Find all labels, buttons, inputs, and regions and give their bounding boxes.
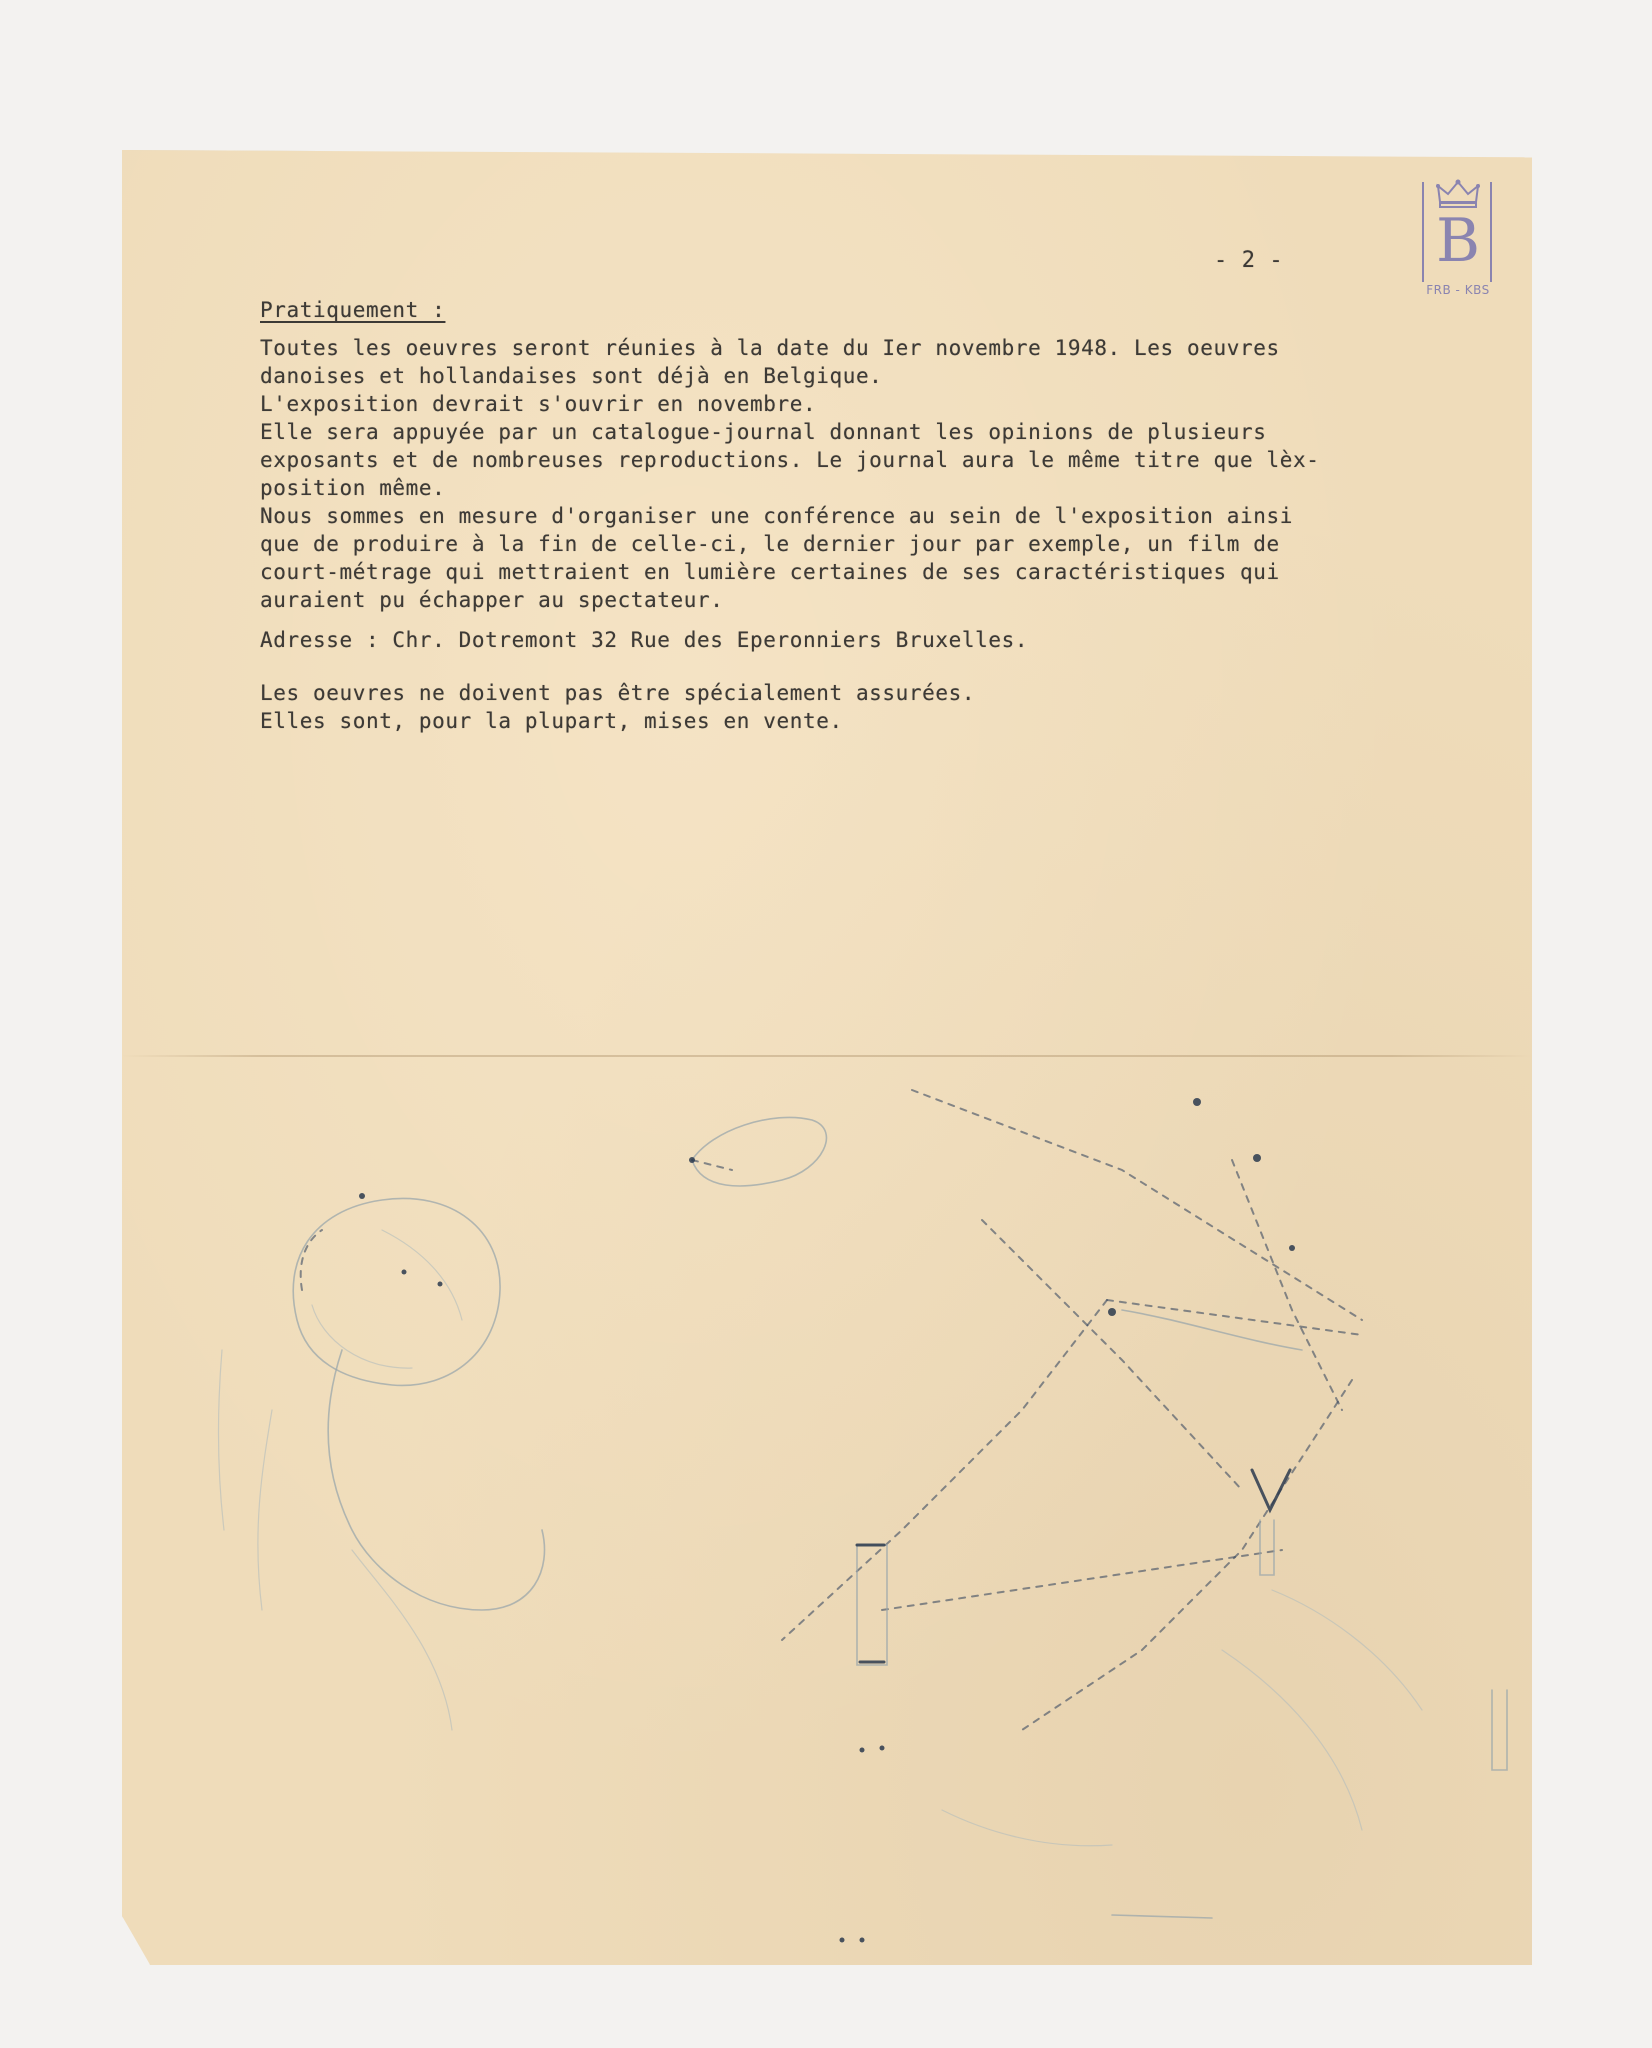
- logo-left-rule: [1422, 182, 1424, 282]
- closing-line: Les oeuvres ne doivent pas être spécialement assurées.: [260, 681, 976, 705]
- logo-right-rule: [1490, 182, 1492, 282]
- body-line: position même.: [260, 476, 446, 500]
- section-heading: Pratiquement :: [260, 298, 446, 322]
- address-line: Adresse : Chr. Dotremont 32 Rue des Eperonniers Bruxelles.: [260, 628, 1029, 652]
- closing-text: [260, 679, 975, 735]
- foundation-logo: [1418, 178, 1498, 306]
- body-text: [260, 334, 1460, 614]
- pencil-sketch-drawing: [122, 1050, 1532, 1950]
- body-line: auraient pu échapper au spectateur.: [260, 588, 724, 612]
- body-line: Elle sera appuyée par un catalogue-journal donnant les opinions de plusieurs: [260, 420, 1267, 444]
- logo-letter: B: [1435, 206, 1481, 276]
- body-line: L'exposition devrait s'ouvrir en novembre.: [260, 392, 817, 416]
- closing-line: Elles sont, pour la plupart, mises en vente.: [260, 709, 843, 733]
- body-line: danoises et hollandaises sont déjà en Belgique.: [260, 364, 883, 388]
- body-line: que de produire à la fin de celle-ci, le dernier jour par exemple, un film de: [260, 532, 1280, 556]
- page-number: - 2 -: [1214, 248, 1284, 273]
- body-line: Toutes les oeuvres seront réunies à la date du Ier novembre 1948. Les oeuvres: [260, 336, 1280, 360]
- body-line: court-métrage qui mettraient en lumière certaines de ses caractéristiques qui: [260, 560, 1280, 584]
- body-line: exposants et de nombreuses reproductions. Le journal aura le même titre que lèx-: [260, 448, 1320, 472]
- logo-caption: FRB - KBS: [1426, 283, 1490, 297]
- body-line: Nous sommes en mesure d'organiser une conférence au sein de l'exposition ainsi: [260, 504, 1293, 528]
